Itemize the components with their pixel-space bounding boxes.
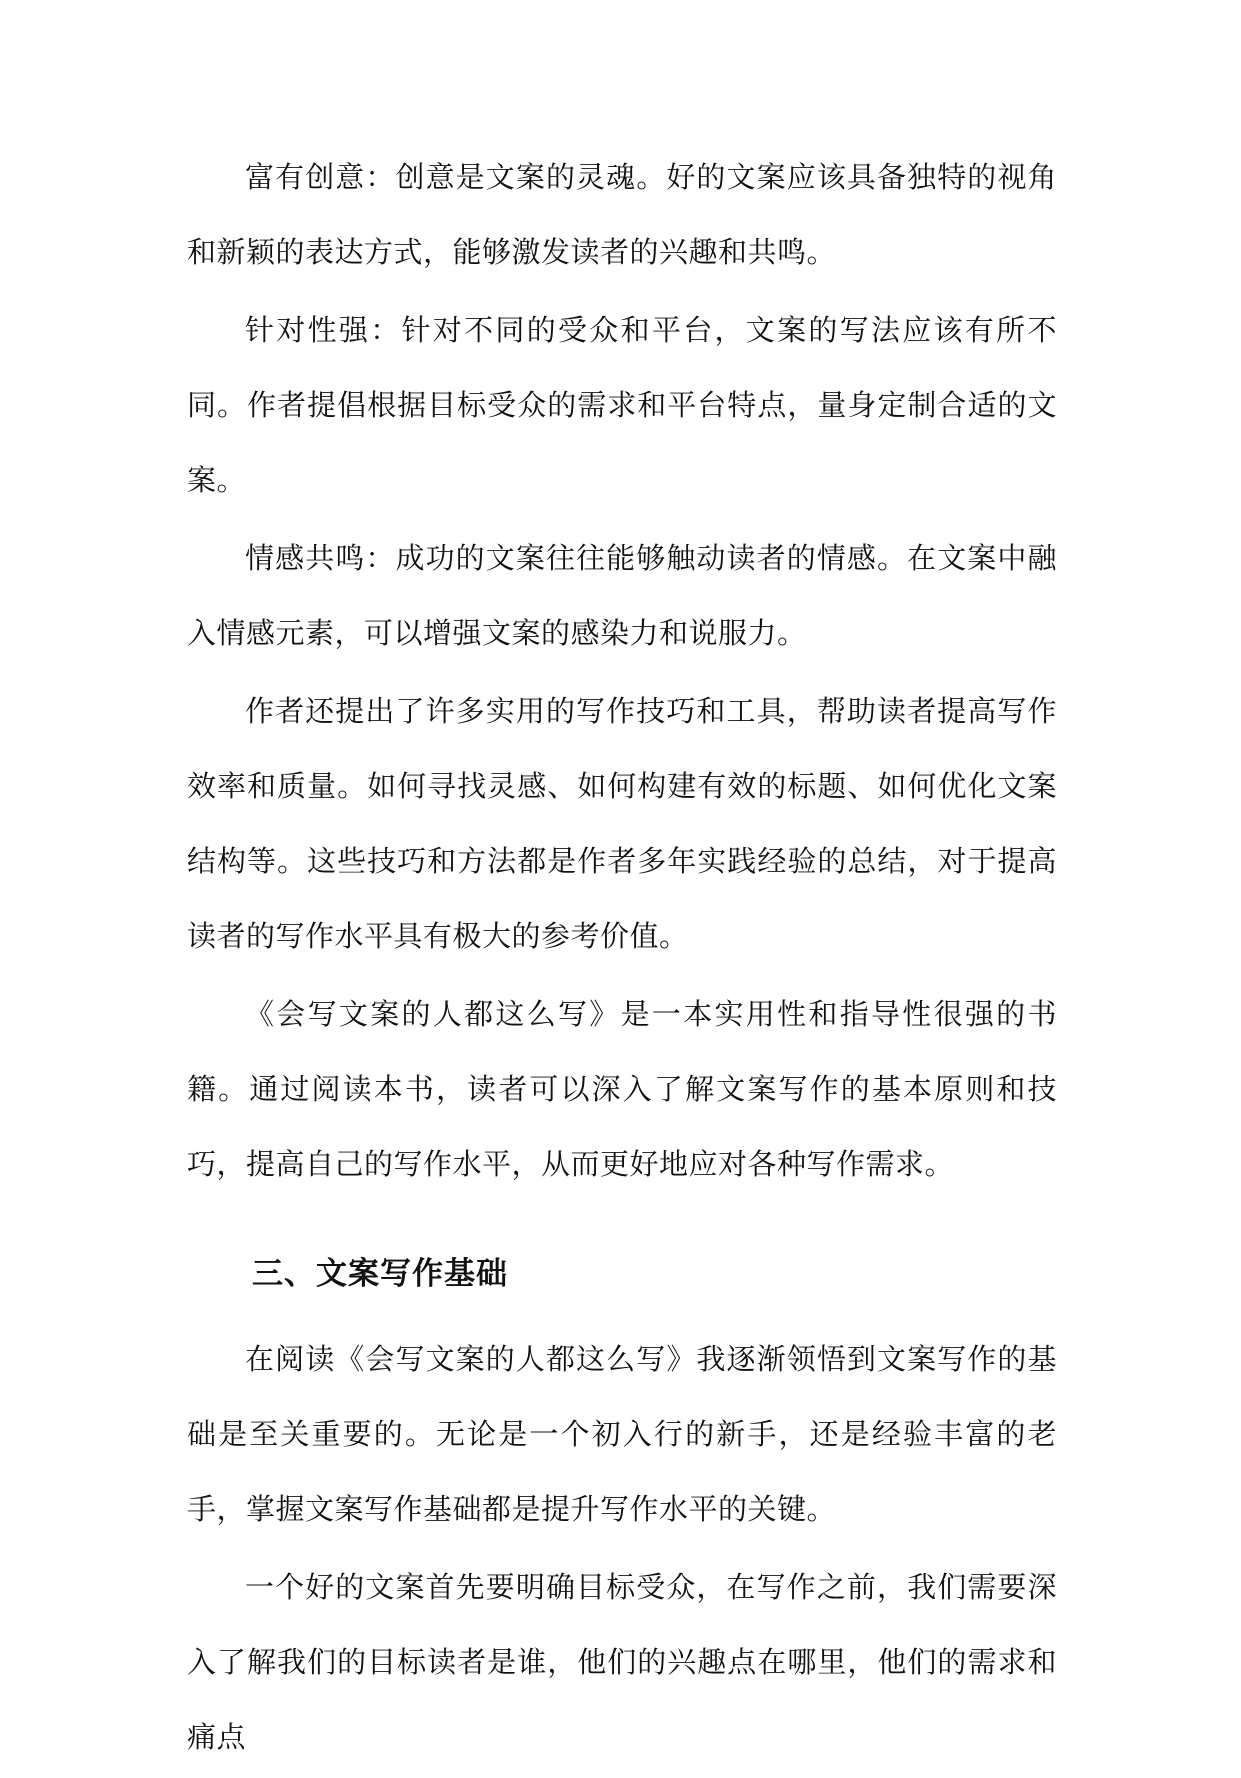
paragraph-book-summary: 《会写文案的人都这么写》是一本实用性和指导性很强的书籍。通过阅读本书，读者可以深入了解文案写作的基本原则和技巧，提高自己的写作水平，从而更好地应对各种写作需求。 [187,997,1057,1181]
paragraph-techniques: 作者还提出了许多实用的写作技巧和工具，帮助读者提高写作效率和质量。如何寻找灵感、如何构建有效的标题、如何优化文案结构等。这些技巧和方法都是作者多年实践经验的总结，对于提高读者的写作水平具有极大的参考价值。 [187,694,1057,953]
document-body [187,140,1057,1778]
paragraph-basics: 在阅读《会写文案的人都这么写》我逐渐领悟到文案写作的基础是至关重要的。无论是一个初入行的新手，还是经验丰富的老手，掌握文案写作基础都是提升写作水平的关键。 [187,1342,1057,1526]
section-heading: 三、文案写作基础 [252,1256,508,1292]
paragraph-audience: 一个好的文案首先要明确目标受众，在写作之前，我们需要深入了解我们的目标读者是谁，他们的兴趣点在哪里，他们的需求和痛点 [187,1570,1057,1754]
paragraph-targeting: 针对性强：针对不同的受众和平台，文案的写法应该有所不同。作者提倡根据目标受众的需求和平台特点，量身定制合适的文案。 [187,313,1057,497]
paragraph-creativity: 富有创意：创意是文案的灵魂。好的文案应该具备独特的视角和新颖的表达方式，能够激发读者的兴趣和共鸣。 [187,160,1057,269]
paragraph-emotion: 情感共鸣：成功的文案往往能够触动读者的情感。在文案中融入情感元素，可以增强文案的感染力和说服力。 [187,541,1057,650]
